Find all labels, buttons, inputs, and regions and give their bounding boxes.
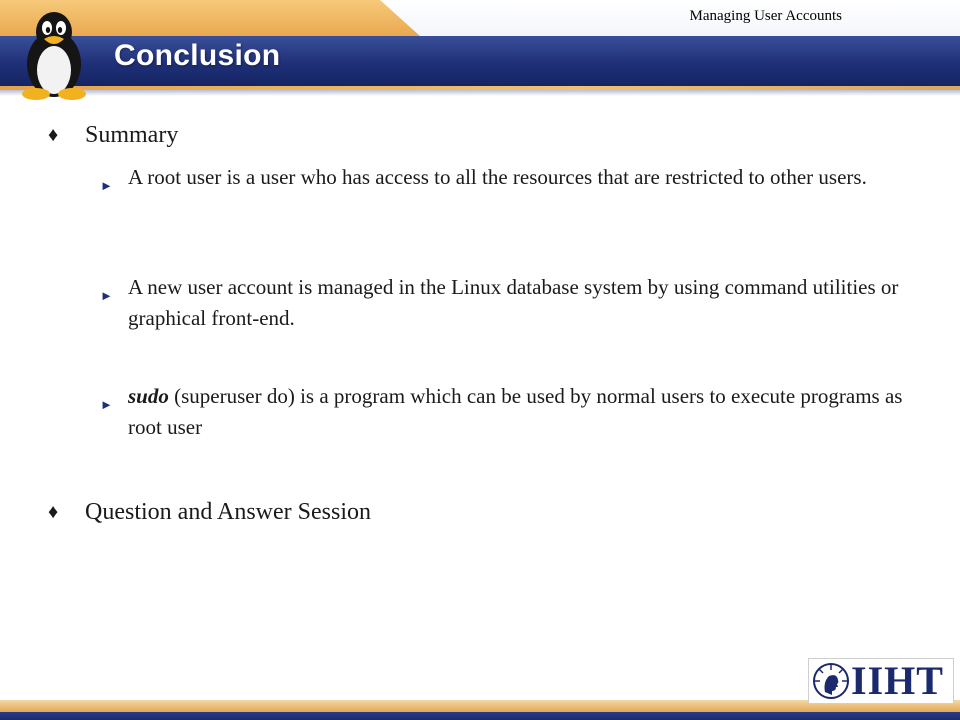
logo-text: IIHT (851, 658, 944, 703)
iiht-logo (808, 658, 954, 704)
triangle-bullet-icon: ► (100, 397, 113, 412)
summary-label: Summary (85, 122, 179, 148)
diamond-bullet-icon: ♦ (48, 501, 59, 523)
sudo-description: (superuser do) is a program which can be used by normal users to execute programs as root user (128, 384, 903, 439)
triangle-bullet-icon: ► (100, 178, 113, 193)
footer-blue-line (0, 712, 960, 720)
diamond-bullet-icon: ♦ (48, 124, 59, 146)
summary-item-text (128, 381, 918, 443)
tux-penguin-icon (14, 6, 94, 102)
summary-item-text: A root user is a user who has access to all the resources that are restricted to other users. (128, 165, 867, 189)
slide-title: Conclusion (114, 39, 281, 72)
qa-label: Question and Answer Session (85, 499, 371, 525)
head-emblem-icon (813, 662, 849, 700)
sudo-term: sudo (128, 384, 169, 408)
course-title: Managing User Accounts (689, 8, 842, 24)
triangle-bullet-icon: ► (100, 288, 113, 303)
title-under-shadow (0, 90, 960, 96)
summary-item-text: A new user account is managed in the Linux database system by using command utilities or graphical front-end. (128, 275, 899, 330)
